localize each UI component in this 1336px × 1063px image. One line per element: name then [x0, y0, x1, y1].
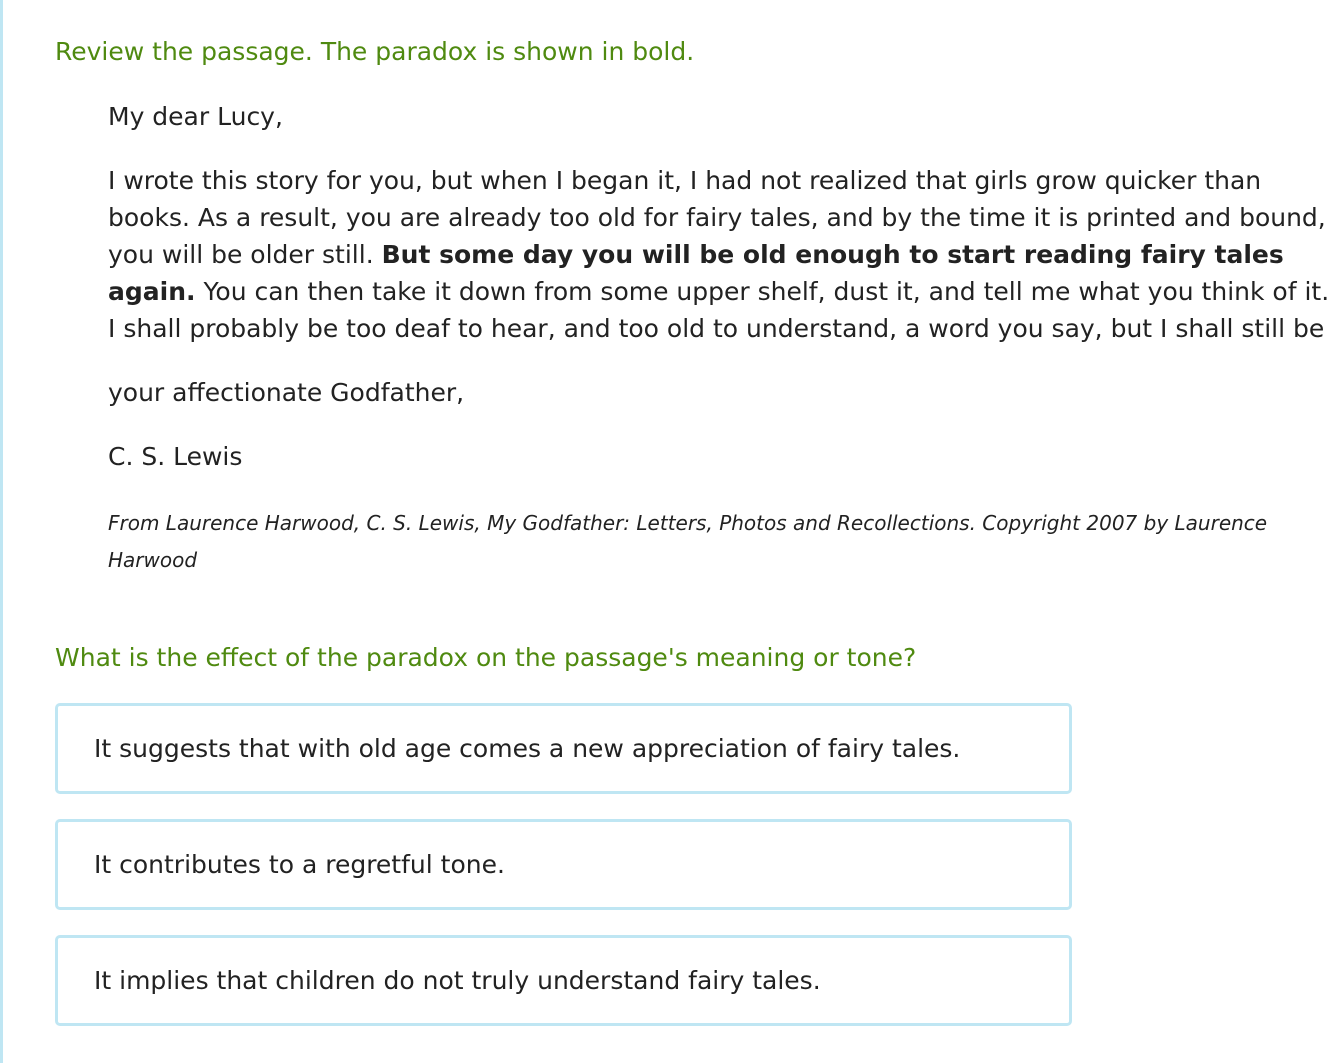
answer-choice-2[interactable]: It contributes to a regretful tone.	[55, 819, 1072, 910]
passage	[108, 98, 1330, 579]
letter-body-text-before-paradox: I wrote this story for you, but when I began it, I had not realized that girls grow quicker than books. As a result, you are already too old for fairy tales, and by the time it is printed and bound, you will be older still.	[108, 166, 1326, 269]
answer-choice-1[interactable]: It suggests that with old age comes a new appreciation of fairy tales.	[55, 703, 1072, 794]
question-prompt: What is the effect of the paradox on the passage's meaning or tone?	[55, 643, 917, 672]
answer-choices	[55, 703, 1072, 1026]
instruction-prompt: Review the passage. The paradox is shown in bold.	[55, 37, 695, 66]
letter-signature: C. S. Lewis	[108, 442, 243, 471]
paradox-bold-text: But some day you will be old enough to start reading fairy tales again.	[108, 240, 1284, 306]
letter-body	[108, 162, 1330, 347]
answer-choice-3[interactable]: It implies that children do not truly understand fairy tales.	[55, 935, 1072, 1026]
letter-body-text-after-paradox: You can then take it down from some upper shelf, dust it, and tell me what you think of it. I shall probably be too deaf to hear, and too old to understand, a word you say, but I shall still be	[108, 277, 1330, 343]
letter-closing: your affectionate Godfather,	[108, 378, 465, 407]
left-border-rail	[0, 0, 3, 1063]
letter-salutation: My dear Lucy,	[108, 102, 283, 131]
source-citation: From Laurence Harwood, C. S. Lewis, My Godfather: Letters, Photos and Recollections. Copyright 2007 by Laurence Harwood	[108, 511, 1268, 572]
